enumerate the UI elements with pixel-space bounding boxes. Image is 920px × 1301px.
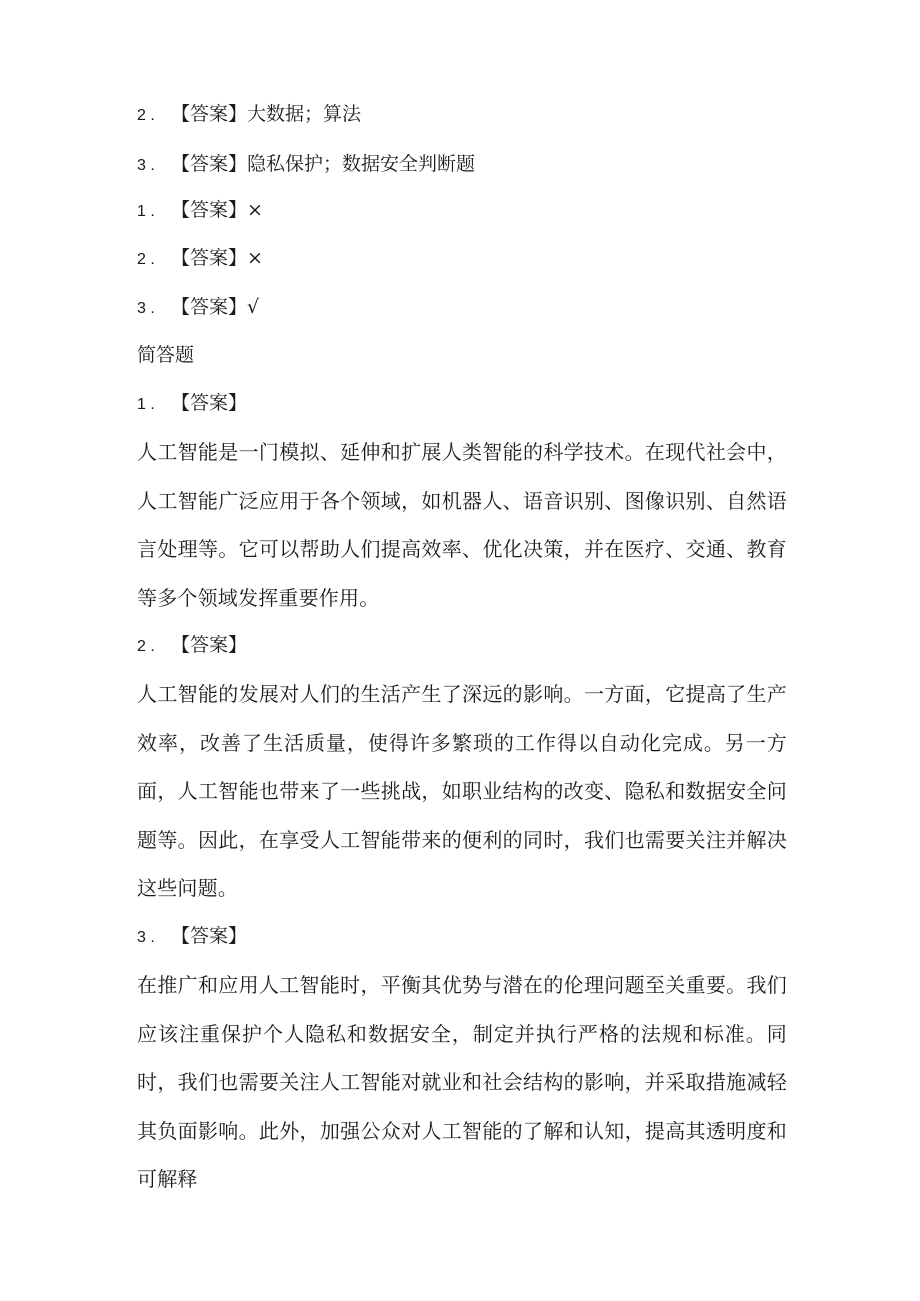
short-answer-1-body: 人工智能是一门模拟、延伸和扩展人类智能的科学技术。在现代社会中，人工智能广泛应用于各个领域，如机器人、语音识别、图像识别、自然语言处理等。它可以帮助人们提高效率、优化决策，并在医疗、交通、教育等多个领域发挥重要作用。 [137, 440, 787, 610]
short-answer-2-body: 人工智能的发展对人们的生活产生了深远的影响。一方面，它提高了生产效率，改善了生活质量，使得许多繁琐的工作得以自动化完成。另一方面，人工智能也带来了一些挑战，如职业结构的改变、隐私和数据安全问题等。因此，在享受人工智能带来的便利的同时，我们也需要关注并解决这些问题。 [137, 682, 787, 900]
short-answer-3-body: 在推广和应用人工智能时，平衡其优势与潜在的伦理问题至关重要。我们应该注重保护个人隐私和数据安全，制定并执行严格的法规和标准。同时，我们也需要关注人工智能对就业和社会结构的影响，并采取措施减轻其负面影响。此外，加强公众对人工智能的了解和认知，提高其透明度和可解释 [137, 973, 787, 1191]
item-number: 3 . [137, 300, 155, 317]
fill-answer-2 [137, 102, 361, 128]
short-answer-2-label [137, 633, 247, 659]
answer-text: 【答案】隐私保护；数据安全判断题 [171, 153, 476, 175]
tf-answer-2 [137, 246, 263, 272]
answer-text: 【答案】大数据；算法 [171, 103, 362, 125]
answer-label: 【答案】 [171, 925, 248, 947]
fill-answer-3 [137, 152, 475, 178]
answer-label: 【答案】 [171, 392, 248, 414]
item-number: 1 . [137, 396, 155, 413]
item-number: 2 . [137, 107, 155, 124]
answer-text: 【答案】√ [171, 296, 260, 318]
item-number: 3 . [137, 929, 155, 946]
answer-label: 【答案】 [171, 634, 248, 656]
tf-answer-3 [137, 295, 259, 321]
item-number: 3 . [137, 157, 155, 174]
short-answer-3-label [137, 924, 247, 950]
short-answer-1-label [137, 391, 247, 417]
section-heading: 简答题 [137, 344, 195, 366]
answer-text: 【答案】× [171, 199, 263, 221]
answer-text: 【答案】× [171, 247, 263, 269]
item-number: 1 . [137, 203, 155, 220]
item-number: 2 . [137, 251, 155, 268]
tf-answer-1 [137, 198, 263, 224]
item-number: 2 . [137, 638, 155, 655]
